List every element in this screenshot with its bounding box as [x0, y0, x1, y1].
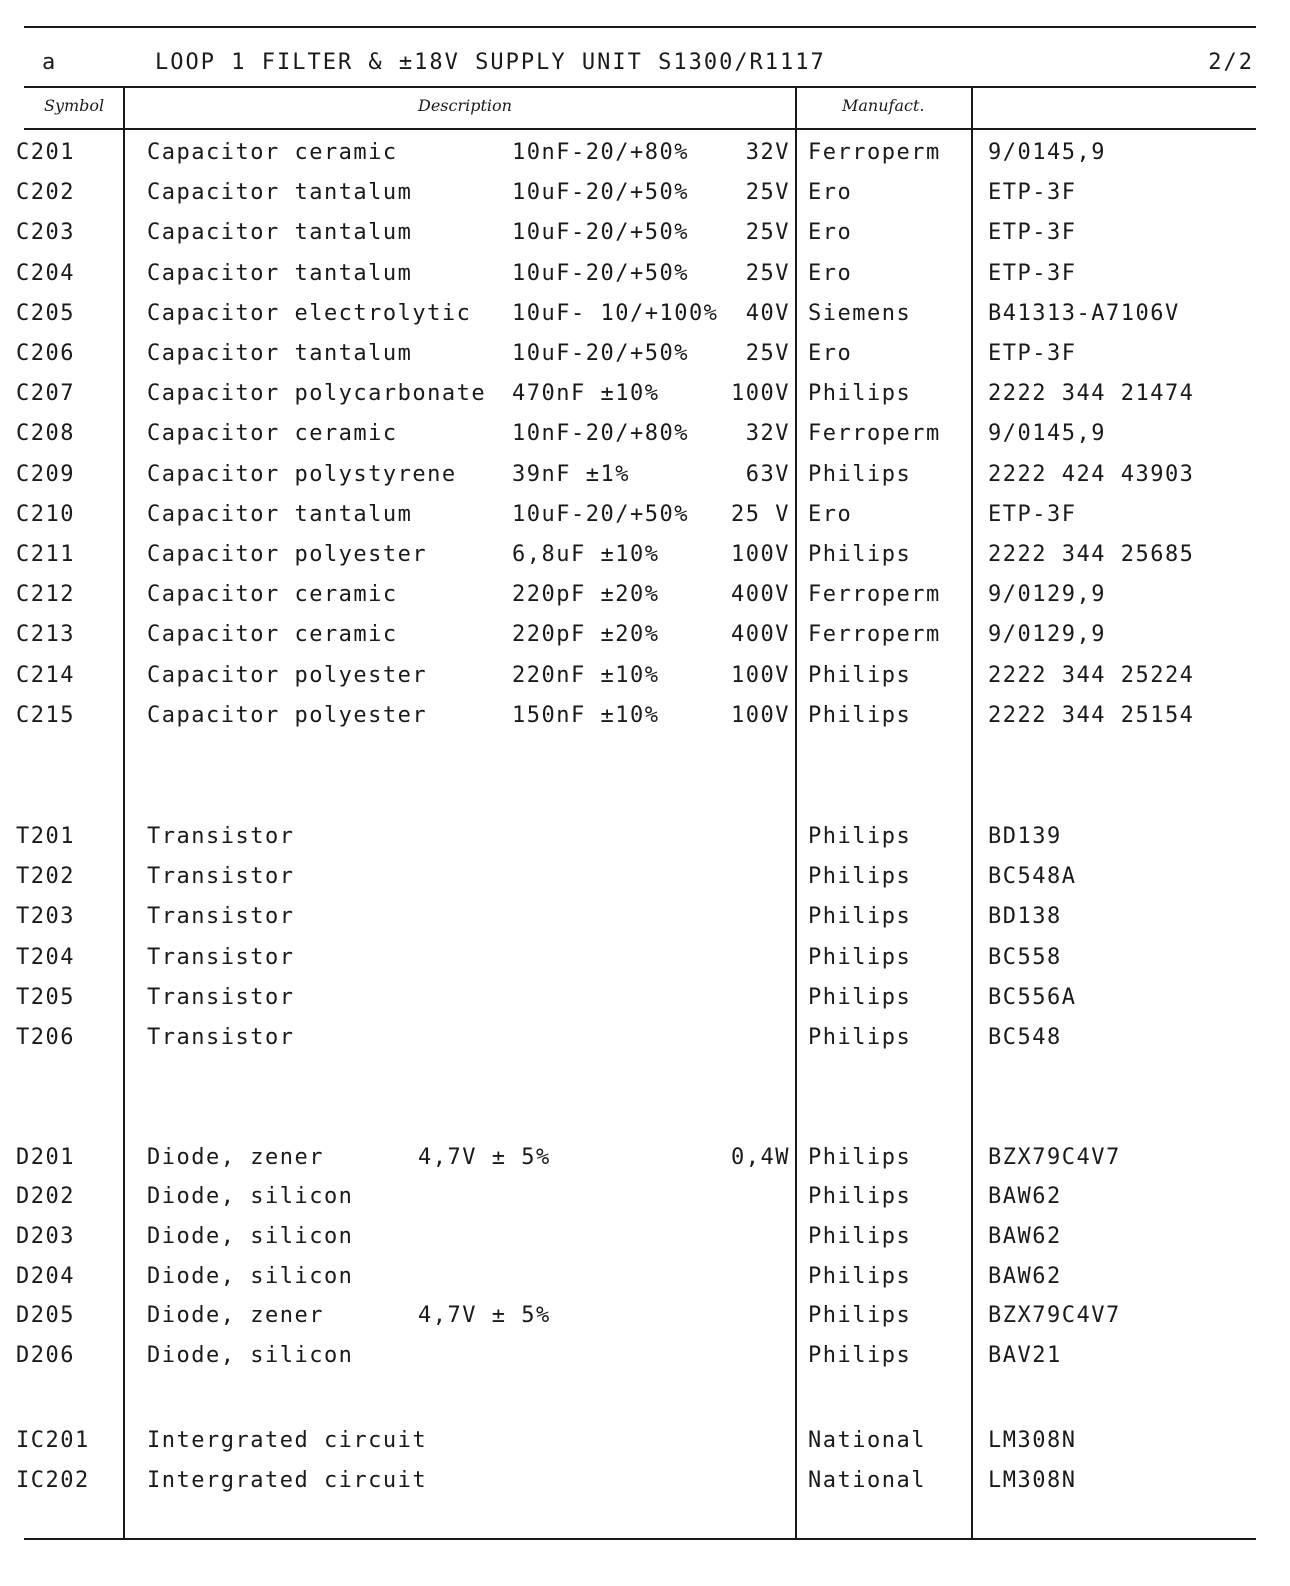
manufacturer-cell: National: [808, 1468, 926, 1493]
part-number-cell: BAW62: [988, 1184, 1062, 1209]
manufacturer-cell: Philips: [808, 542, 912, 567]
part-number-cell: BC558: [988, 944, 1062, 970]
column-header-description: Description: [418, 96, 512, 115]
part-number-cell: 9/0129,9: [988, 622, 1106, 648]
manufacturer-cell: Ferroperm: [808, 622, 941, 648]
table-row: [0, 220, 1290, 250]
table-row: [0, 1224, 1290, 1254]
description-cell: Capacitor polyester: [147, 662, 428, 688]
table-row: [0, 180, 1290, 210]
description-cell: Transistor: [147, 984, 295, 1010]
value-cell: 10uF-20/+50%: [512, 260, 689, 286]
table-row: [0, 945, 1290, 975]
part-number-cell: ETP-3F: [988, 501, 1077, 527]
description-cell: Capacitor ceramic: [147, 140, 398, 165]
symbol-cell: C212: [16, 582, 75, 608]
manufacturer-cell: Philips: [808, 1145, 912, 1170]
part-number-cell: BAW62: [988, 1264, 1062, 1289]
part-number-cell: 9/0145,9: [988, 140, 1106, 165]
part-number-cell: ETP-3F: [988, 220, 1077, 246]
symbol-cell: C201: [16, 140, 75, 165]
manufacturer-cell: Ero: [808, 220, 853, 246]
manufacturer-cell: Philips: [808, 381, 912, 407]
table-row: [0, 421, 1290, 451]
description-cell: Capacitor ceramic: [147, 622, 398, 648]
description-cell: Transistor: [147, 824, 295, 849]
part-number-cell: ETP-3F: [988, 180, 1077, 206]
description-cell: Diode, silicon: [147, 1184, 354, 1209]
voltage-cell: 100V: [731, 702, 790, 728]
table-row: [0, 904, 1290, 934]
table-row: [0, 502, 1290, 532]
description-cell: Transistor: [147, 904, 295, 930]
symbol-cell: C202: [16, 180, 75, 206]
part-number-cell: 2222 424 43903: [988, 461, 1195, 487]
table-row: [0, 1264, 1290, 1294]
manufacturer-cell: Philips: [808, 1264, 912, 1289]
power-cell: 0,4W: [731, 1145, 790, 1170]
table-row: [0, 1303, 1290, 1333]
value-cell: 6,8uF ±10%: [512, 542, 660, 567]
value-cell: 10uF-20/+50%: [512, 341, 689, 366]
value-cell: 39nF ±1%: [512, 461, 630, 487]
value-cell: 220nF ±10%: [512, 662, 660, 688]
symbol-cell: C205: [16, 300, 75, 326]
table-row: [0, 1145, 1290, 1175]
table-row: [0, 1184, 1290, 1214]
manufacturer-cell: Philips: [808, 824, 912, 849]
table-row: [0, 462, 1290, 492]
symbol-cell: T205: [16, 984, 75, 1010]
symbol-cell: T201: [16, 824, 75, 849]
page-number: 2/2: [1208, 50, 1254, 75]
description-cell: Diode, silicon: [147, 1343, 354, 1368]
symbol-cell: T206: [16, 1025, 75, 1050]
manufacturer-cell: Philips: [808, 864, 912, 890]
voltage-cell: 400V: [731, 622, 790, 648]
part-number-cell: BZX79C4V7: [988, 1303, 1121, 1328]
description-cell: Capacitor tantalum: [147, 501, 413, 527]
voltage-cell: 400V: [731, 582, 790, 608]
part-number-cell: BD138: [988, 904, 1062, 930]
description-cell: Intergrated circuit: [147, 1468, 428, 1493]
table-row: [0, 261, 1290, 291]
table-row: [0, 301, 1290, 331]
description-cell: Diode, zener: [147, 1145, 324, 1170]
description-cell: Capacitor ceramic: [147, 582, 398, 608]
value-cell: 10nF-20/+80%: [512, 421, 689, 447]
table-row: [0, 582, 1290, 612]
symbol-cell: T204: [16, 944, 75, 970]
description-cell: Capacitor electrolytic: [147, 300, 472, 326]
table-row: [0, 1025, 1290, 1055]
part-number-cell: 2222 344 21474: [988, 381, 1195, 407]
manufacturer-cell: Ero: [808, 180, 853, 206]
symbol-cell: IC202: [16, 1468, 90, 1493]
table-row: [0, 622, 1290, 652]
symbol-cell: C210: [16, 501, 75, 527]
symbol-cell: C206: [16, 341, 75, 366]
description-cell: Capacitor polystyrene: [147, 461, 457, 487]
description-cell: Diode, zener: [147, 1303, 324, 1328]
top-rule: [24, 26, 1256, 28]
symbol-cell: D205: [16, 1303, 75, 1328]
symbol-cell: C215: [16, 702, 75, 728]
value-cell: 4,7V ± 5%: [418, 1145, 551, 1170]
part-number-cell: BD139: [988, 824, 1062, 849]
symbol-cell: T202: [16, 864, 75, 890]
voltage-cell: 100V: [731, 381, 790, 407]
value-cell: 150nF ±10%: [512, 702, 660, 728]
table-row: [0, 703, 1290, 733]
part-number-cell: BAV21: [988, 1343, 1062, 1368]
symbol-cell: D204: [16, 1264, 75, 1289]
manufacturer-cell: Philips: [808, 461, 912, 487]
symbol-cell: D201: [16, 1145, 75, 1170]
value-cell: 10uF- 10/+100%: [512, 300, 719, 326]
column-header-symbol: Symbol: [44, 96, 105, 115]
manufacturer-cell: Philips: [808, 1303, 912, 1328]
part-number-cell: LM308N: [988, 1468, 1077, 1493]
description-cell: Capacitor polycarbonate: [147, 381, 487, 407]
manufacturer-cell: National: [808, 1428, 926, 1453]
value-cell: 470nF ±10%: [512, 381, 660, 407]
manufacturer-cell: Ero: [808, 341, 853, 366]
symbol-cell: D203: [16, 1224, 75, 1249]
header-rule: [24, 86, 1256, 88]
part-number-cell: B41313-A7106V: [988, 300, 1180, 326]
voltage-cell: 25V: [745, 260, 790, 286]
symbol-cell: T203: [16, 904, 75, 930]
description-cell: Transistor: [147, 1025, 295, 1050]
table-row: [0, 140, 1290, 170]
symbol-cell: C209: [16, 461, 75, 487]
manufacturer-cell: Philips: [808, 1224, 912, 1249]
symbol-cell: D202: [16, 1184, 75, 1209]
table-row: [0, 1468, 1290, 1498]
symbol-cell: C207: [16, 381, 75, 407]
voltage-cell: 25V: [745, 180, 790, 206]
part-number-cell: 2222 344 25685: [988, 542, 1195, 567]
table-row: [0, 985, 1290, 1015]
description-cell: Capacitor polyester: [147, 542, 428, 567]
description-cell: Capacitor ceramic: [147, 421, 398, 447]
symbol-cell: D206: [16, 1343, 75, 1368]
value-cell: 220pF ±20%: [512, 582, 660, 608]
part-number-cell: ETP-3F: [988, 341, 1077, 366]
description-cell: Capacitor tantalum: [147, 220, 413, 246]
manufacturer-cell: Philips: [808, 1184, 912, 1209]
part-number-cell: 2222 344 25224: [988, 662, 1195, 688]
description-cell: Intergrated circuit: [147, 1428, 428, 1453]
part-number-cell: BC556A: [988, 984, 1077, 1010]
table-row: [0, 663, 1290, 693]
voltage-cell: 40V: [745, 300, 790, 326]
manufacturer-cell: Philips: [808, 944, 912, 970]
part-number-cell: BAW62: [988, 1224, 1062, 1249]
part-number-cell: 2222 344 25154: [988, 702, 1195, 728]
voltage-cell: 32V: [745, 421, 790, 447]
value-cell: 220pF ±20%: [512, 622, 660, 648]
voltage-cell: 25 V: [731, 501, 790, 527]
table-row: [0, 381, 1290, 411]
table-row: [0, 864, 1290, 894]
part-number-cell: ETP-3F: [988, 260, 1077, 286]
column-header-manufacturer: Manufact.: [842, 96, 925, 115]
value-cell: 10uF-20/+50%: [512, 220, 689, 246]
table-row: [0, 542, 1290, 572]
part-number-cell: 9/0129,9: [988, 582, 1106, 608]
manufacturer-cell: Ferroperm: [808, 582, 941, 608]
manufacturer-cell: Philips: [808, 662, 912, 688]
symbol-cell: C214: [16, 662, 75, 688]
part-number-cell: BC548: [988, 1025, 1062, 1050]
symbol-cell: C204: [16, 260, 75, 286]
symbol-cell: C211: [16, 542, 75, 567]
manufacturer-cell: Philips: [808, 904, 912, 930]
value-cell: 10uF-20/+50%: [512, 180, 689, 206]
table-row: [0, 1428, 1290, 1458]
bottom-rule: [24, 1538, 1256, 1540]
voltage-cell: 100V: [731, 662, 790, 688]
value-cell: 4,7V ± 5%: [418, 1303, 551, 1328]
symbol-cell: C208: [16, 421, 75, 447]
voltage-cell: 25V: [745, 341, 790, 366]
manufacturer-cell: Ferroperm: [808, 421, 941, 447]
description-cell: Diode, silicon: [147, 1224, 354, 1249]
voltage-cell: 25V: [745, 220, 790, 246]
table-row: [0, 824, 1290, 854]
manufacturer-cell: Philips: [808, 702, 912, 728]
voltage-cell: 32V: [745, 140, 790, 165]
part-number-cell: BC548A: [988, 864, 1077, 890]
manufacturer-cell: Siemens: [808, 300, 912, 326]
page-title: LOOP 1 FILTER & ±18V SUPPLY UNIT S1300/R1117: [155, 50, 826, 75]
manufacturer-cell: Ferroperm: [808, 140, 941, 165]
value-cell: 10uF-20/+50%: [512, 501, 689, 527]
manufacturer-cell: Philips: [808, 1343, 912, 1368]
description-cell: Capacitor tantalum: [147, 341, 413, 366]
description-cell: Transistor: [147, 864, 295, 890]
column-header-rule: [24, 128, 1256, 130]
part-number-cell: LM308N: [988, 1428, 1077, 1453]
description-cell: Capacitor tantalum: [147, 260, 413, 286]
description-cell: Transistor: [147, 944, 295, 970]
page-letter: a: [42, 50, 58, 75]
symbol-cell: IC201: [16, 1428, 90, 1453]
voltage-cell: 63V: [745, 461, 790, 487]
part-number-cell: BZX79C4V7: [988, 1145, 1121, 1170]
manufacturer-cell: Philips: [808, 984, 912, 1010]
manufacturer-cell: Philips: [808, 1025, 912, 1050]
voltage-cell: 100V: [731, 542, 790, 567]
manufacturer-cell: Ero: [808, 501, 853, 527]
description-cell: Diode, silicon: [147, 1264, 354, 1289]
symbol-cell: C213: [16, 622, 75, 648]
symbol-cell: C203: [16, 220, 75, 246]
part-number-cell: 9/0145,9: [988, 421, 1106, 447]
manufacturer-cell: Ero: [808, 260, 853, 286]
table-row: [0, 341, 1290, 371]
description-cell: Capacitor tantalum: [147, 180, 413, 206]
value-cell: 10nF-20/+80%: [512, 140, 689, 165]
table-row: [0, 1343, 1290, 1373]
description-cell: Capacitor polyester: [147, 702, 428, 728]
